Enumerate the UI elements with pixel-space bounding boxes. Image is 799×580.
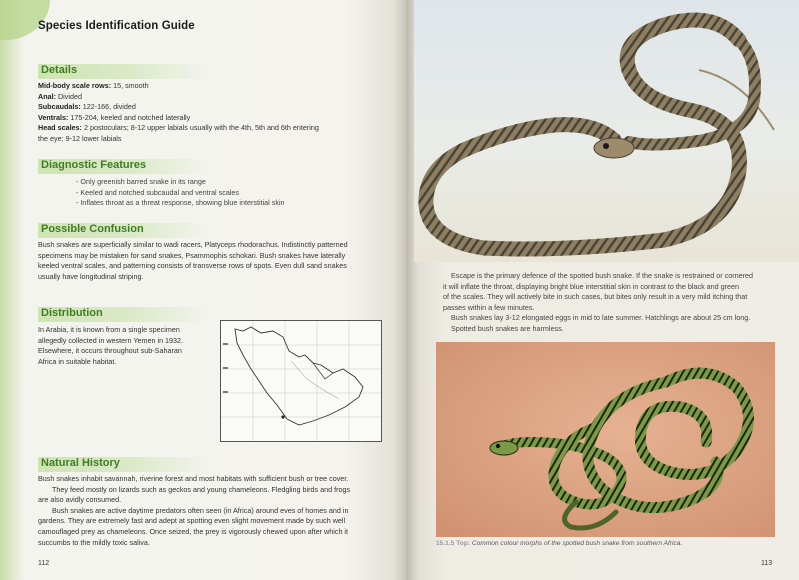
distribution-paragraph: In Arabia, it is known from a single specimen allegedly collected in western Yemen in 1932. Elsewhere, it occurs throughout sub-Saharan Africa in suitable habitat. <box>38 325 184 366</box>
list-item: - Keeled and notched subcaudal and ventral scales <box>76 187 240 197</box>
right-page-text: Escape is the primary defence of the spotted bush snake. If the snake is restrained or cornered it will inflate the throat, displaying bright blue interstitial skin in contrast to the black and green of the scales. They will actively bite in such cases, but bites only result in a very mild itching that passes within a few minutes. Bush snakes lay 3-12 elongated eggs in mid to late summer. Hatchlings are about 25 cm long. Spotted bush snakes are harmless. <box>443 271 754 333</box>
confusion-paragraph: Bush snakes are superficially similar to wadi racers, Platyceps rhodorachus. Indistinctly patterned specimens may be mistaken for sand snakes, Psammophis schokari. Bush snakes have laterally keeled ventral scales, and patterning consists of transverse rows of spots. Even dull sand snakes usually have longitudinal striping. <box>38 240 348 281</box>
section-heading-text: Distribution <box>41 307 103 319</box>
right-page <box>406 0 799 580</box>
detail-row: Subcaudals: 122-166, divided <box>38 102 136 112</box>
green-snake-illustration <box>436 342 775 537</box>
detail-row: Ventrals: 175-204, keeled and notched laterally <box>38 112 191 122</box>
snake-photo-bottom <box>436 342 775 537</box>
page-edge-tint <box>0 0 24 580</box>
detail-row: Anal: Divided <box>38 91 82 101</box>
details-list <box>38 81 388 145</box>
caption-tag: 15.1.5 Top: <box>436 540 470 547</box>
running-title: Species Identification Guide <box>38 20 195 32</box>
section-heading-text: Details <box>41 64 78 76</box>
diagnostic-list <box>76 177 285 209</box>
section-heading-details <box>38 64 208 79</box>
section-heading-text: Natural History <box>41 457 120 469</box>
detail-row: the eye; 9-12 lower labials <box>38 133 122 143</box>
detail-row: Mid-body scale rows: 15, smooth <box>38 81 149 90</box>
section-heading-diagnostic <box>38 159 208 174</box>
snake-photo-top <box>414 0 799 262</box>
snake-illustration <box>414 0 799 262</box>
section-heading-text: Diagnostic Features <box>41 159 147 171</box>
list-item: - Only greenish barred snake in its range <box>76 177 206 186</box>
detail-row: Head scales: 2 postoculars; 8-12 upper labials usually with the 4th, 5th and 6th entering <box>38 123 319 133</box>
section-heading-distribution <box>38 307 208 322</box>
section-heading-natural-history <box>38 457 208 472</box>
list-item: - Inflates throat as a threat response, showing blue interstitial skin <box>76 198 285 207</box>
caption-text: Common colour morphs of the spotted bush snake from southern Africa. <box>471 540 683 547</box>
natural-history-paragraph: Bush snakes inhabit savannah, riverine forest and most habitats with sufficient bush or tree cover. They feed mostly on lizards such as geckos and young chameleons. Fledgling birds and frogs are also avidly consumed. Bush snakes are active daytime predators often seen (in Africa) around eves of homes and in gardens. They are extremely fast and adept at spotting even slight movement made by such well camouflaged prey as chameleons. Once seized, the prey is vigorously chewed upon after which it succumbs to the mildly toxic saliva. <box>38 474 351 547</box>
section-heading-confusion <box>38 223 208 238</box>
page-number-left: 112 <box>38 560 50 567</box>
section-heading-text: Possible Confusion <box>41 223 144 235</box>
page-number-right: 113 <box>761 560 773 567</box>
arabia-map-drawing <box>221 321 381 441</box>
photo-caption <box>436 540 682 547</box>
distribution-map <box>220 320 382 442</box>
